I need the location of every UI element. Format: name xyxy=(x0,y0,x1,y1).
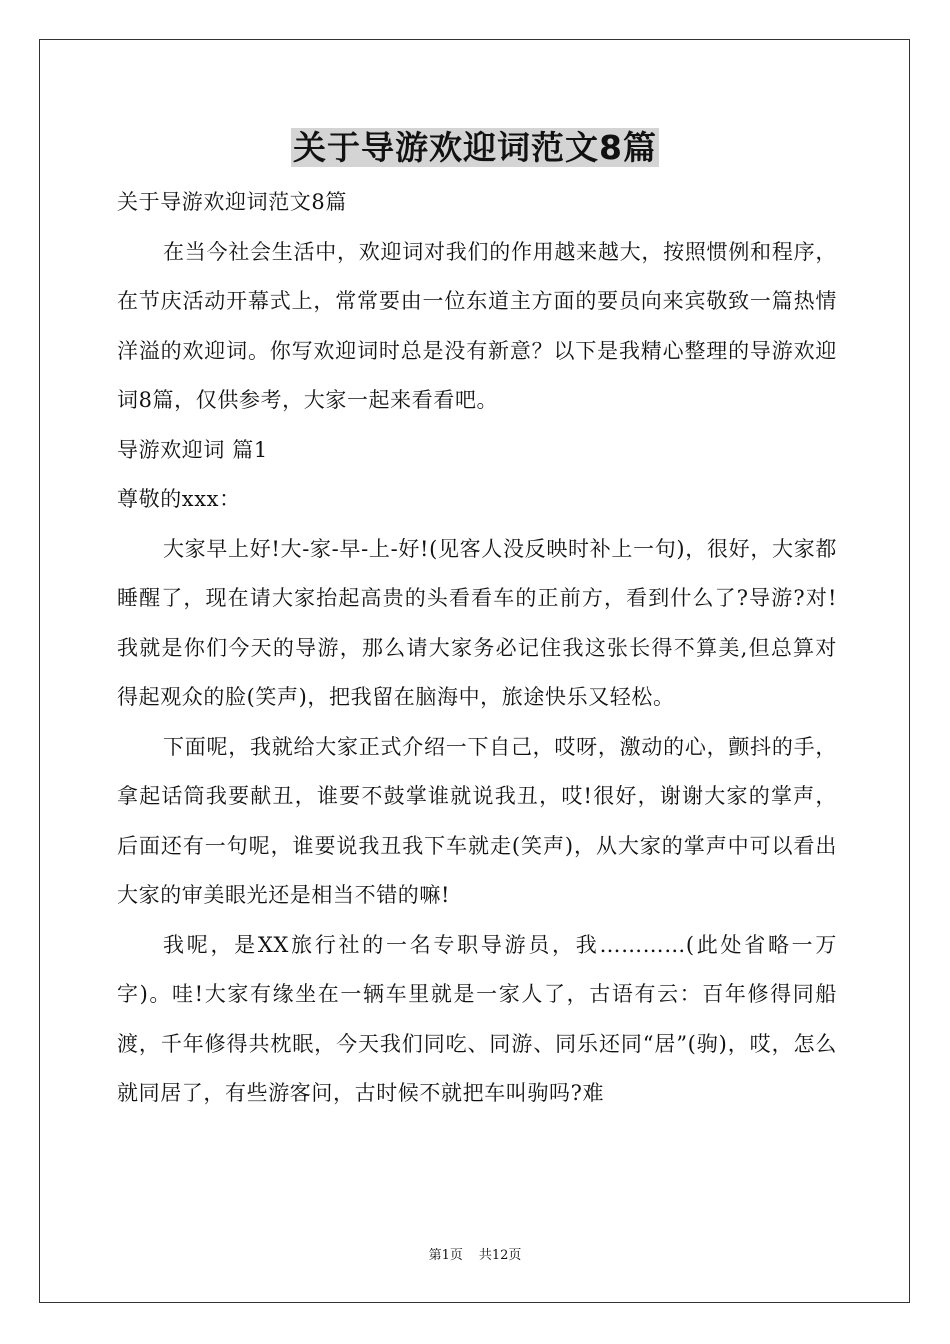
paragraph-intro: 在当今社会生活中，欢迎词对我们的作用越来越大，按照惯例和程序，在节庆活动开幕式上，常常要由一位东道主方面的要员向来宾敬致一篇热情洋溢的欢迎词。你写欢迎词时总是没有新意？以下是我精心整理的导游欢迎词8篇，仅供参考，大家一起来看看吧。 xyxy=(117,239,837,412)
paragraph-body: 下面呢，我就给大家正式介绍一下自己，哎呀，激动的心，颤抖的手，拿起话筒我要献丑，谁要不鼓掌谁就说我丑，哎!很好，谢谢大家的掌声，后面还有一句呢，谁要说我丑我下车就走(笑声)，从大家的掌声中可以看出大家的审美眼光还是相当不错的嘛! xyxy=(117,734,837,907)
page-footer xyxy=(0,1248,950,1264)
page-total: 共12页 xyxy=(478,1248,522,1263)
paragraph-body: 我呢，是XX旅行社的一名专职导游员，我…………(此处省略一万字)。哇!大家有缘坐在一辆车里就是一家人了，古语有云：百年修得同船渡，千年修得共枕眠，今天我们同吃、同游、同乐还同“居”(驹)，哎，怎么就同居了，有些游客问，古时候不就把车叫驹吗?难 xyxy=(117,932,837,1105)
section-heading: 导游欢迎词 篇1 xyxy=(117,437,268,462)
paragraph-body: 大家早上好!大-家-早-上-好!(见客人没反映时补上一句)，很好，大家都睡醒了，现在请大家抬起高贵的头看看车的正前方，看到什么了?导游?对!我就是你们今天的导游，那么请大家务必记住我这张长得不算美,但总算对得起观众的脸(笑声)，把我留在脑海中，旅途快乐又轻松。 xyxy=(117,536,837,709)
document-title-text: 关于导游欢迎词范文8篇 xyxy=(293,128,657,167)
salutation: 尊敬的xxx： xyxy=(117,487,241,511)
document-title xyxy=(0,124,950,172)
paragraph-subtitle: 关于导游欢迎词范文8篇 xyxy=(117,190,347,214)
page-number: 第1页 xyxy=(428,1248,463,1263)
document-body xyxy=(117,178,837,1119)
